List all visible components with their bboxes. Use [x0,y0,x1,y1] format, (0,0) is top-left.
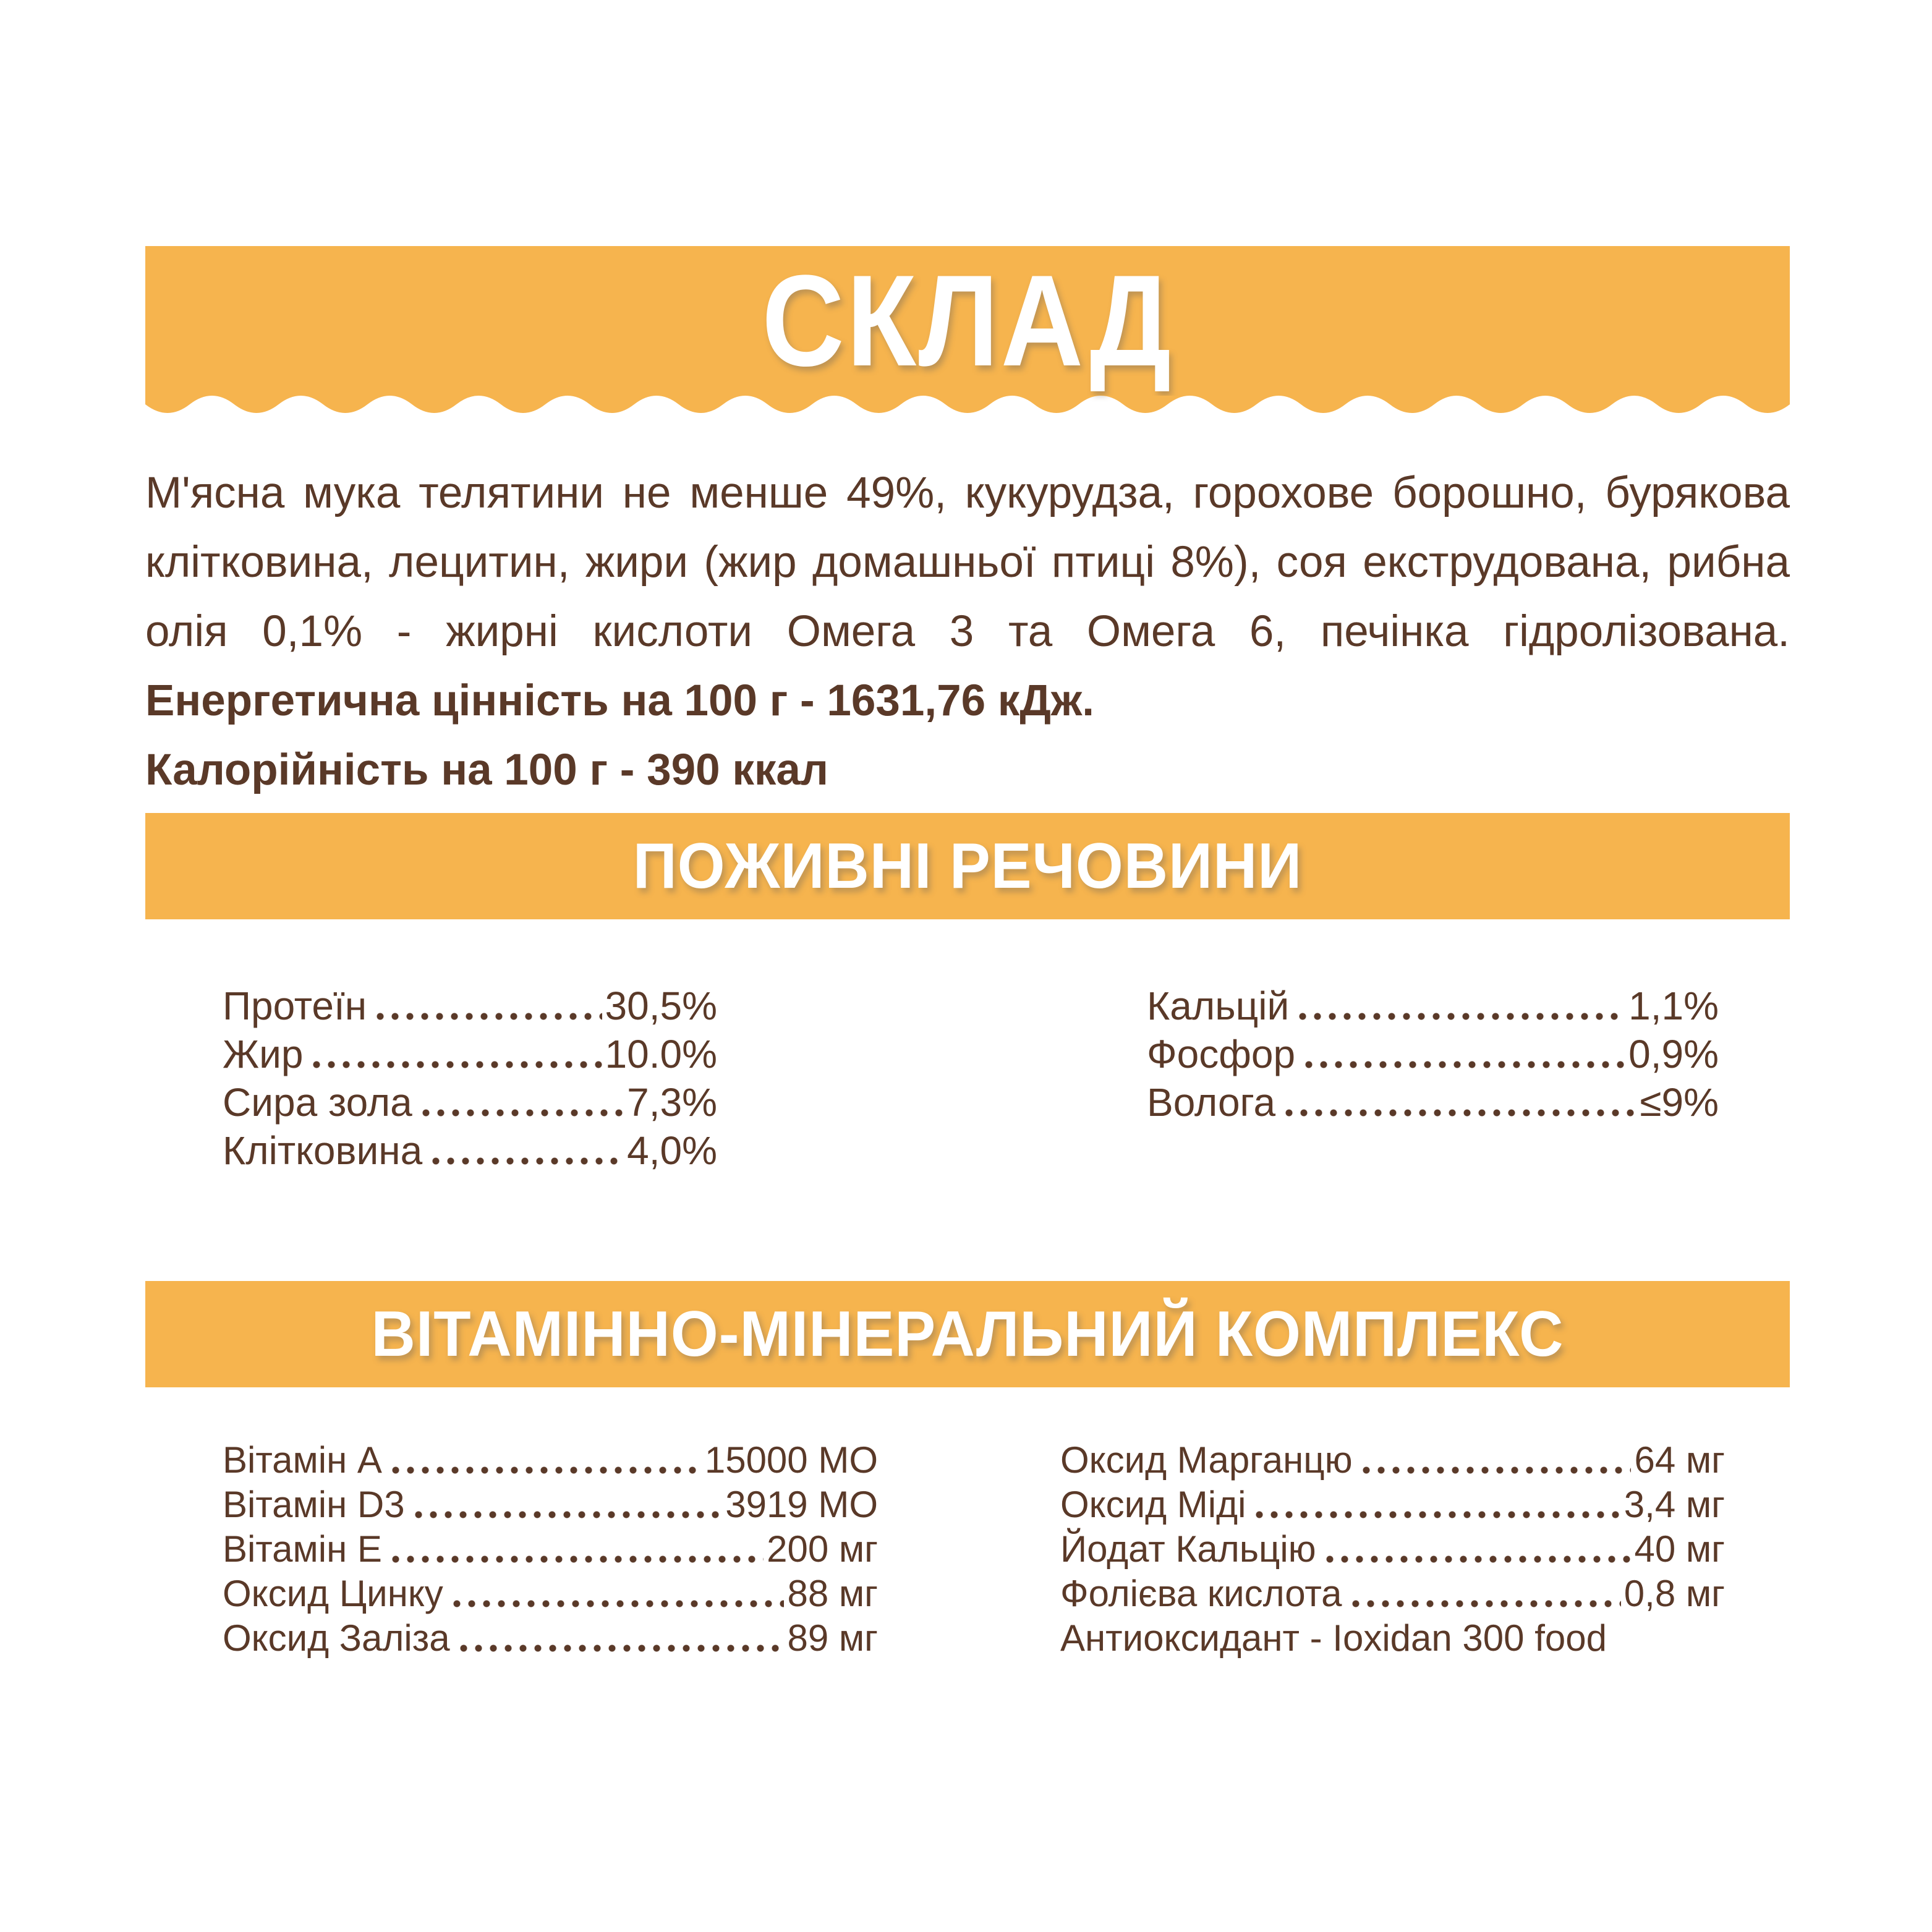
vitamin-label: Фолієва кислота [1060,1573,1342,1614]
vitamin-value: 15000 МО [704,1439,878,1481]
vitamin-label: Йодат Кальцію [1060,1528,1316,1570]
dot-leader [1301,1030,1625,1078]
vitamins-heading: ВІТАМІННО-МІНЕРАЛЬНИЙ КОМПЛЕКС [371,1298,1564,1370]
nutrient-label: Клітковина [223,1128,423,1173]
nutrient-value: 7,3% [627,1080,717,1125]
nutrients-banner [145,813,1790,919]
vitamin-label: Вітамін D3 [223,1484,405,1525]
dot-leader [1322,1527,1632,1572]
nutrients-left-column [223,982,717,1175]
vitamin-row [223,1572,878,1616]
dot-leader [419,1078,624,1126]
vitamins-right-column [1060,1438,1725,1661]
nutrient-value: 0,9% [1628,1032,1719,1076]
dot-leader [1282,1078,1636,1126]
dot-leader [449,1572,785,1616]
nutrients-heading: ПОЖИВНІ РЕЧОВИНИ [632,830,1303,902]
energy-value-text: Енергетична цінність на 100 г - 1631,76 кДж. [145,676,1094,725]
vitamin-value: 0,8 мг [1623,1573,1725,1614]
ingredients-paragraph [145,459,1790,805]
vitamin-label: Оксид Заліза [223,1617,450,1659]
nutrient-row [1147,1030,1719,1078]
vitamin-label: Вітамін А [223,1439,382,1481]
dot-leader [373,982,602,1030]
nutrient-label: Волога [1147,1080,1276,1125]
dot-leader [1348,1572,1621,1616]
nutrient-label: Протеїн [223,984,367,1028]
vitamin-row [1060,1438,1725,1483]
nutrient-row [223,1030,717,1078]
nutrient-value: ≤9% [1640,1080,1719,1125]
vitamin-label: Оксид Цинку [223,1573,443,1614]
antioxidant-label: Антиоксидант - Ioxidan 300 food [1060,1617,1607,1659]
vitamin-label: Оксид Марганцю [1060,1439,1353,1481]
vitamin-row [1060,1483,1725,1527]
vitamin-value: 89 мг [787,1617,878,1659]
vitamin-value: 3919 МО [725,1484,878,1525]
vitamin-row [223,1483,878,1527]
dot-leader [428,1126,624,1175]
vitamin-value: 200 мг [767,1528,878,1570]
vitamin-label: Оксид Міді [1060,1484,1246,1525]
dot-leader [411,1483,723,1527]
vitamin-value: 88 мг [787,1573,878,1614]
vitamin-row [1060,1572,1725,1616]
ingredients-text: М'ясна мука телятини не менше 49%, кукурудза, горохове борошно, бурякова клітковина, лецитин, жири (жир домашньої птиці 8%), соя екструдована, рибна олія 0,1% - жирні кислоти Омега 3 та Омега 6, печінка гідролізована. [145,469,1790,656]
nutrient-label: Жир [223,1032,304,1076]
nutrient-label: Кальцій [1147,984,1290,1028]
vitamin-row [223,1438,878,1483]
dot-leader [1295,982,1625,1030]
dot-leader [309,1030,602,1078]
nutrient-label: Сира зола [223,1080,412,1125]
nutrient-value: 1,1% [1628,984,1719,1028]
nutrient-row [1147,1078,1719,1126]
vitamin-row [1060,1527,1725,1572]
composition-banner [145,246,1790,396]
vitamin-value: 3,4 мг [1623,1484,1725,1525]
vitamin-row [223,1527,878,1572]
vitamin-value: 40 мг [1634,1528,1725,1570]
nutrients-right-column [1147,982,1719,1126]
dot-leader [388,1527,764,1572]
calories-value-text: Калорійність на 100 г - 390 ккал [145,746,829,794]
vitamins-left-column [223,1438,878,1661]
vitamin-row [223,1616,878,1661]
vitamins-banner [145,1281,1790,1387]
vitamin-label: Вітамін Е [223,1528,382,1570]
wave-edge [145,396,1790,413]
dot-leader [1252,1483,1620,1527]
antioxidant-row [1060,1616,1725,1661]
nutrient-label: Фосфор [1147,1032,1296,1076]
nutrient-row [223,1126,717,1175]
dot-leader [1359,1438,1632,1483]
nutrient-row [223,982,717,1030]
nutrient-row [1147,982,1719,1030]
nutrient-value: 10.0% [605,1032,717,1076]
nutrient-value: 30,5% [605,984,717,1028]
nutrient-row [223,1078,717,1126]
page-title: СКЛАД [762,248,1173,393]
nutrient-value: 4,0% [627,1128,717,1173]
dot-leader [456,1616,785,1661]
dot-leader [388,1438,702,1483]
vitamin-value: 64 мг [1634,1439,1725,1481]
